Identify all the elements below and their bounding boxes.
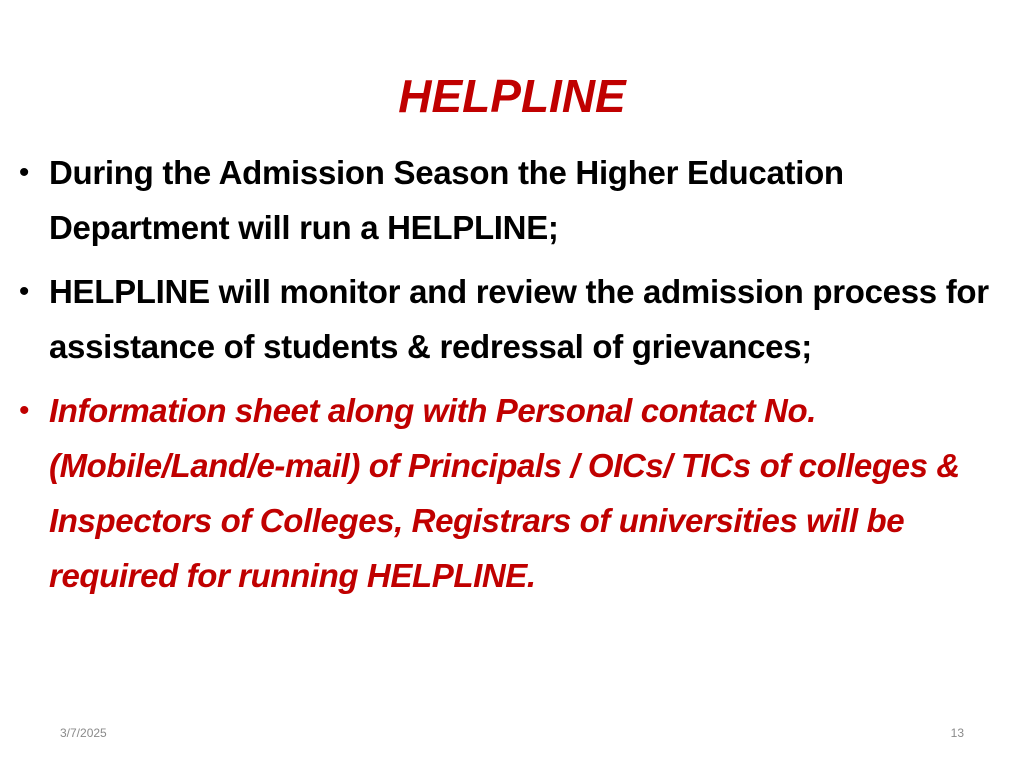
bullet-text: HELPLINE will monitor and review the admission process for assistance of students & redressal of grievances;	[49, 273, 989, 365]
footer-date: 3/7/2025	[60, 726, 107, 740]
bullet-item-helpline-monitoring	[12, 264, 1012, 374]
bullet-item-information-sheet	[12, 383, 1012, 603]
slide-title: HELPLINE	[398, 70, 626, 122]
bullet-marker: •	[18, 394, 30, 427]
bullet-text: Information sheet along with Personal contact No. (Mobile/Land/e-mail) of Principals / OICs/ TICs of colleges & Inspectors of Colleges, Registrars of universities will be required for running HELPLINE.	[49, 392, 960, 594]
bullet-marker: •	[18, 275, 30, 308]
bullet-item-helpline-announcement	[12, 145, 1012, 255]
footer-page-number: 13	[950, 726, 964, 740]
bullet-list	[12, 145, 1012, 612]
bullet-text: During the Admission Season the Higher Education Department will run a HELPLINE;	[49, 154, 844, 246]
bullet-marker: •	[18, 156, 30, 189]
